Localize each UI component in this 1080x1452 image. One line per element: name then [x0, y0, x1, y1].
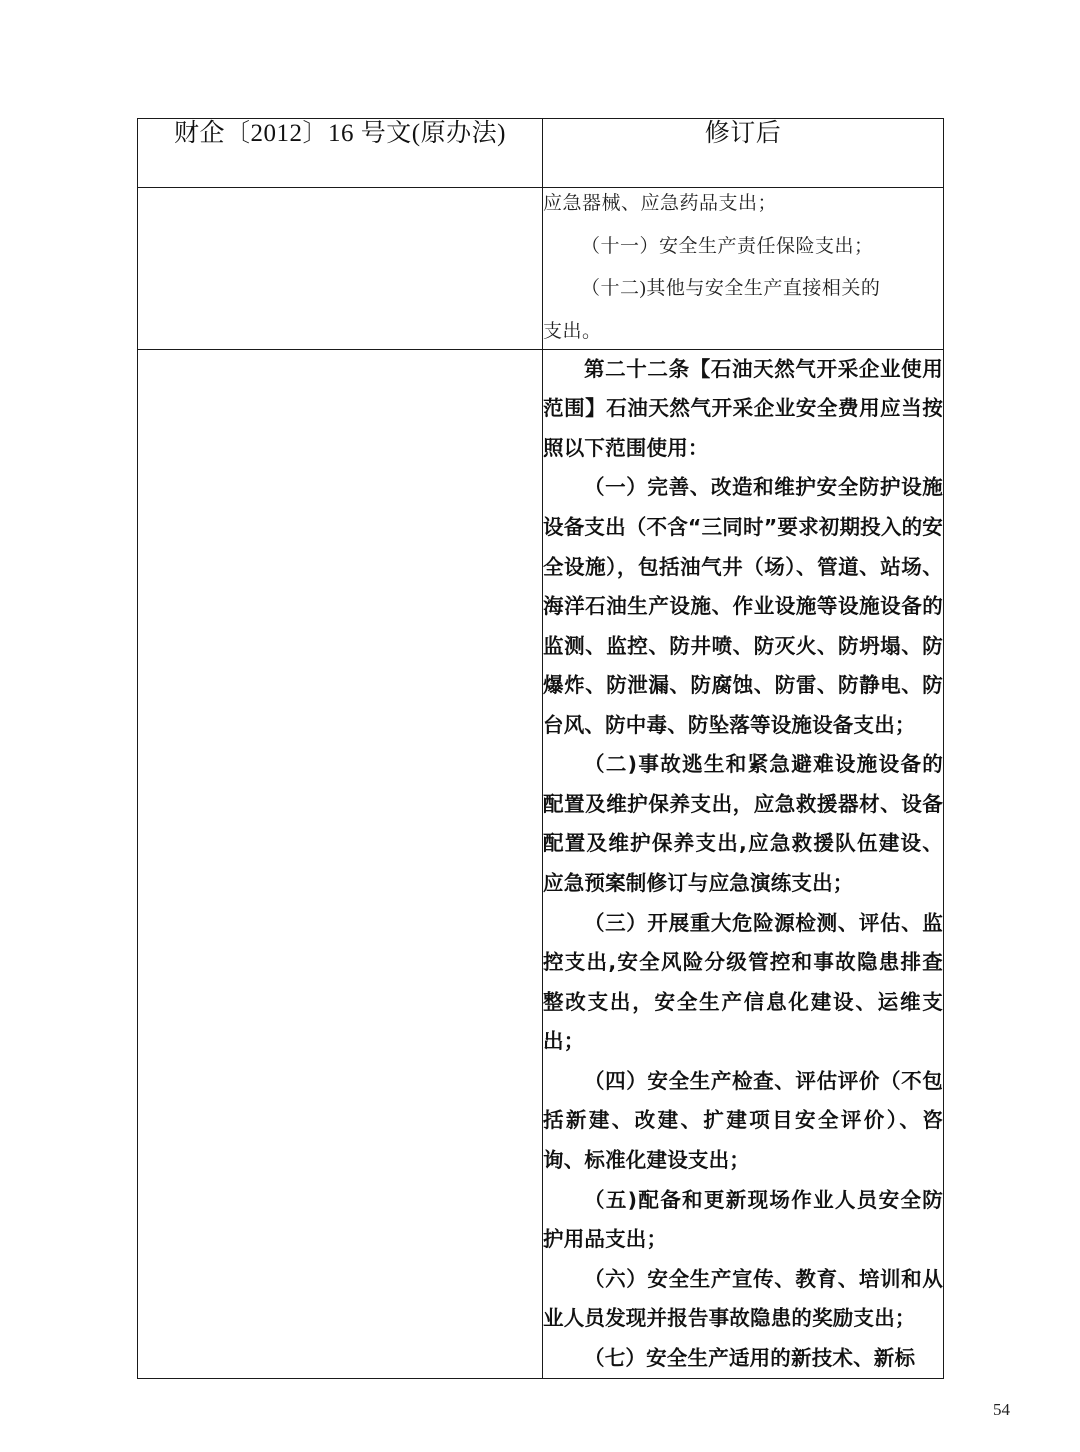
paragraph: （七）安全生产适用的新技术、新标: [584, 1345, 916, 1370]
paragraph: （五)配备和更新现场作业人员安全防护用品支出；: [543, 1187, 943, 1252]
table-header-row: [138, 119, 944, 188]
revised-article-text: [543, 350, 943, 1379]
header-label-original: 财企〔2012〕16 号文(原办法): [174, 120, 506, 147]
table-header-cell-left: [138, 119, 543, 188]
paragraph: （四）安全生产检查、评估评价（不包括新建、改建、扩建项目安全评价）、咨询、标准化建设支出；: [543, 1068, 943, 1172]
comparison-table: [137, 118, 944, 1379]
paragraph: （一）完善、改造和维护安全防护设施设备支出（不含“三同时”要求初期投入的安全设施），包括油气井（场）、管道、站场、海洋石油生产设施、作业设施等设施设备的监测、监控、防井喷、防灭火、防坍塌、防爆炸、防泄漏、防腐蚀、防雷、防静电、防台风、防中毒、防坠落等设施设备支出；: [543, 475, 943, 737]
paragraph: 第二十二条【石油天然气开采企业使用范围】石油天然气开采企业安全费用应当按照以下范围使用：: [543, 356, 943, 460]
paragraph: 应急器械、应急药品支出；: [543, 193, 778, 214]
revised-continuation-text: [543, 188, 943, 349]
header-label-revised: 修订后: [704, 120, 782, 147]
cell-revised-article-22: [543, 349, 944, 1379]
paragraph: （十一）安全生产责任保险支出；: [581, 235, 874, 257]
page-number: 54: [993, 1400, 1010, 1419]
paragraph: 支出。: [543, 321, 602, 343]
cell-revised-continuation: [543, 188, 944, 350]
table-header-cell-right: [543, 119, 944, 188]
paragraph: （二)事故逃生和紧急避难设施设备的配置及维护保养支出，应急救援器材、设备配置及维护保养支出,应急救援队伍建设、应急预案制修订与应急演练支出；: [543, 752, 943, 895]
paragraph: （三）开展重大危险源检测、评估、监控支出,安全风险分级管控和事故隐患排查整改支出，安全生产信息化建设、运维支出；: [543, 910, 943, 1054]
cell-original-empty: [138, 349, 543, 1379]
paragraph: （十二)其他与安全生产直接相关的: [581, 278, 881, 300]
cell-original-continuation: [138, 188, 543, 350]
table-row: [138, 349, 944, 1379]
table-row: [138, 188, 944, 350]
paragraph: （六）安全生产宣传、教育、培训和从业人员发现并报告事故隐患的奖励支出；: [543, 1266, 943, 1331]
